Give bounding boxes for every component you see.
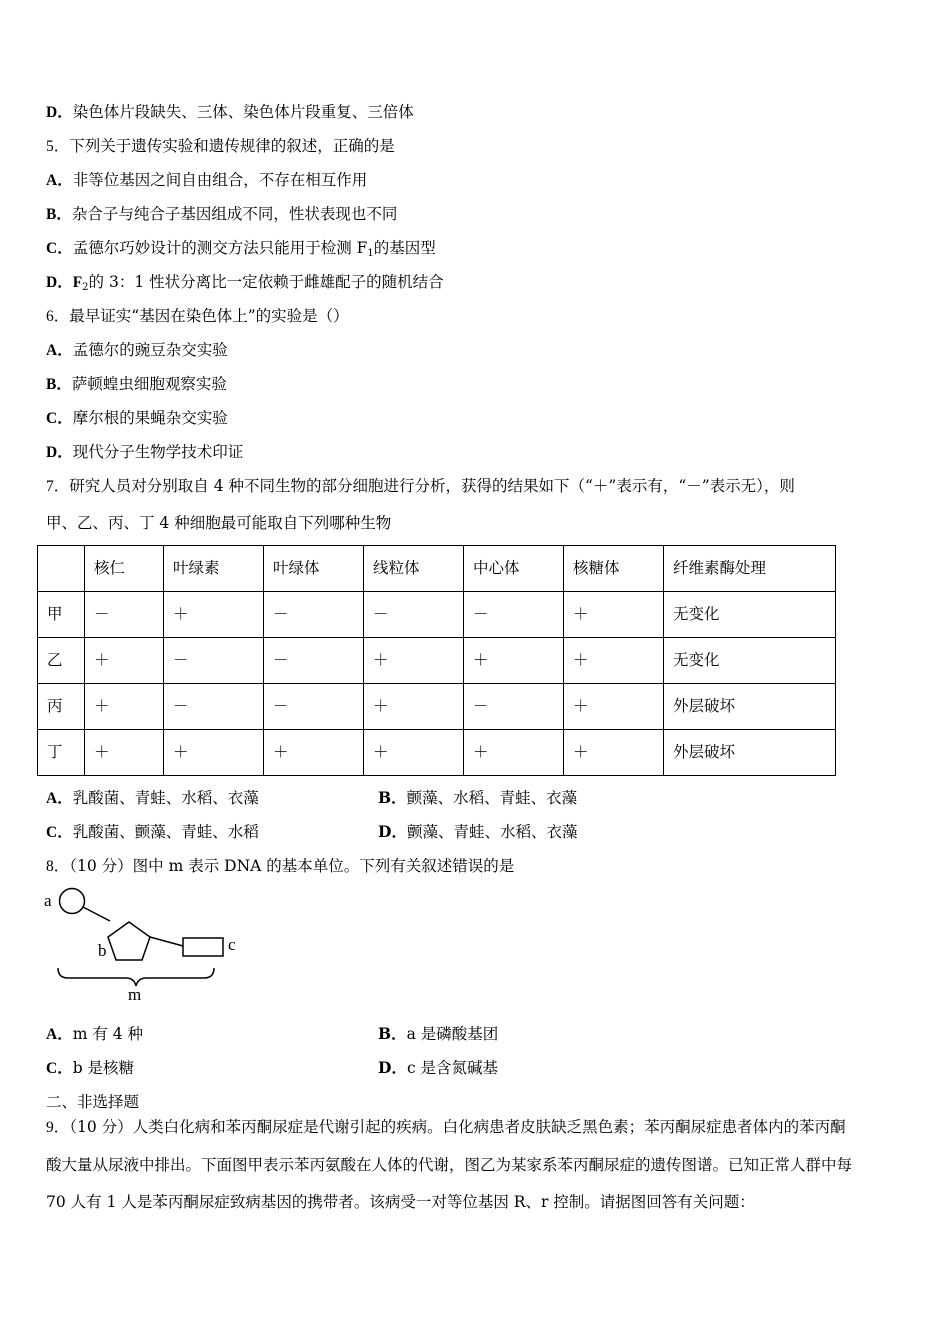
table-cell: ＋	[364, 684, 464, 730]
table-cell: －	[464, 684, 564, 730]
table-header-cell: 核糖体	[564, 546, 664, 592]
table-row	[38, 684, 836, 730]
q7-stem-line1: 7．研究人员对分别取自 4 种不同生物的部分细胞进行分析，获得的结果如下（“＋”表示有，“－”表示无），则	[46, 477, 795, 495]
q5-stem: 5．下列关于遗传实验和遗传规律的叙述，正确的是	[46, 137, 395, 155]
table-row	[38, 638, 836, 684]
table-cell: －	[264, 592, 364, 638]
q6-option-b: B．萨顿蝗虫细胞观察实验	[46, 375, 227, 393]
table-cell: 外层破坏	[664, 730, 836, 776]
table-cell: ＋	[164, 592, 264, 638]
table-row	[38, 592, 836, 638]
q6-option-a: A．孟德尔的豌豆杂交实验	[46, 341, 228, 359]
q5-option-d: D．$F_2$的 3：1 性状分离比一定依赖于雌雄配子的随机结合	[46, 273, 444, 293]
q5-option-a: A．非等位基因之间自由组合，不存在相互作用	[46, 171, 368, 189]
q7-option-b: B．颤藻、水稻、青蛙、衣藻	[378, 788, 578, 807]
table-header-cell: 纤维素酶处理	[664, 546, 836, 592]
q5-option-c: C．孟德尔巧妙设计的测交方法只能用于检测 $F_1$的基因型	[46, 239, 436, 259]
table-cell: ＋	[464, 730, 564, 776]
table-cell: 乙	[38, 638, 85, 684]
q9-line1: 9．（10 分）人类白化病和苯丙酮尿症是代谢引起的疾病。白化病患者皮肤缺乏黑色素；苯丙酮尿症患者体内的苯丙酮	[46, 1118, 846, 1136]
q6-stem: 6．最早证实“基因在染色体上”的实验是（）	[46, 307, 349, 325]
table-cell: ＋	[164, 730, 264, 776]
table-cell: ＋	[564, 684, 664, 730]
q7-stem-line2: 甲、乙、丙、丁 4 种细胞最可能取自下列哪种生物	[46, 514, 392, 532]
table-cell: －	[164, 638, 264, 684]
table-cell: 无变化	[664, 592, 836, 638]
table-cell: －	[464, 592, 564, 638]
pentose-pentagon	[108, 922, 150, 960]
brace	[58, 968, 214, 986]
q8-option-a: A．m 有 4 种	[46, 1025, 144, 1043]
table-header-cell: 叶绿体	[264, 546, 364, 592]
table-cell: －	[364, 592, 464, 638]
q6-option-c: C．摩尔根的果蝇杂交实验	[46, 409, 228, 427]
label-c: c	[228, 935, 236, 954]
bond-line	[83, 907, 110, 921]
table-header-row	[38, 546, 836, 592]
label-m: m	[128, 985, 142, 1004]
table-cell: ＋	[85, 684, 164, 730]
q7-cell-table	[37, 545, 836, 776]
table-cell: ＋	[264, 730, 364, 776]
table-cell: －	[164, 684, 264, 730]
table-cell: －	[264, 684, 364, 730]
table-cell: 甲	[38, 592, 85, 638]
table-cell: ＋	[85, 638, 164, 684]
table-row	[38, 730, 836, 776]
table-cell: ＋	[85, 730, 164, 776]
table-cell: ＋	[564, 638, 664, 684]
phosphate-circle	[60, 889, 85, 914]
q4-option-d: D．染色体片段缺失、三体、染色体片段重复、三倍体	[46, 103, 414, 121]
table-header-cell	[38, 546, 85, 592]
table-cell: ＋	[564, 592, 664, 638]
label-b: b	[98, 941, 107, 960]
q7-option-a: A．乳酸菌、青蛙、水稻、衣藻	[46, 789, 259, 807]
q8-option-b: B．a 是磷酸基团	[378, 1024, 499, 1043]
table-cell: ＋	[464, 638, 564, 684]
table-header-cell: 线粒体	[364, 546, 464, 592]
q9-line3: 70 人有 1 人是苯丙酮尿症致病基因的携带者。该病受一对等位基因 R、r 控制。请据图回答有关问题：	[46, 1193, 755, 1211]
q7-option-d: D．颤藻、青蛙、水稻、衣藻	[378, 822, 578, 841]
q9-line2: 酸大量从尿液中排出。下面图甲表示苯丙氨酸在人体的代谢，图乙为某家系苯丙酮尿症的遗传图谱。已知正常人群中每	[46, 1156, 853, 1174]
bond-line	[150, 937, 183, 946]
table-cell: 丁	[38, 730, 85, 776]
table-cell: －	[264, 638, 364, 684]
table-cell: 外层破坏	[664, 684, 836, 730]
table-header-cell: 中心体	[464, 546, 564, 592]
table-cell: ＋	[564, 730, 664, 776]
table-header-cell: 核仁	[85, 546, 164, 592]
q8-option-d: D．c 是含氮碱基	[378, 1058, 499, 1077]
base-rectangle	[183, 938, 223, 956]
table-cell: ＋	[364, 638, 464, 684]
table-header-cell: 叶绿素	[164, 546, 264, 592]
nucleotide-diagram	[40, 880, 250, 1005]
q7-option-c: C．乳酸菌、颤藻、青蛙、水稻	[46, 823, 259, 841]
q8-option-c: C．b 是核糖	[46, 1059, 135, 1077]
label-a: a	[44, 891, 52, 910]
table-cell: ＋	[364, 730, 464, 776]
q5-option-b: B．杂合子与纯合子基因组成不同，性状表现也不同	[46, 205, 398, 223]
table-cell: －	[85, 592, 164, 638]
q8-stem: 8．（10 分）图中 m 表示 DNA 的基本单位。下列有关叙述错误的是	[46, 857, 515, 875]
table-cell: 无变化	[664, 638, 836, 684]
q6-option-d: D．现代分子生物学技术印证	[46, 443, 244, 461]
section-heading: 二、非选择题	[46, 1093, 140, 1111]
table-cell: 丙	[38, 684, 85, 730]
